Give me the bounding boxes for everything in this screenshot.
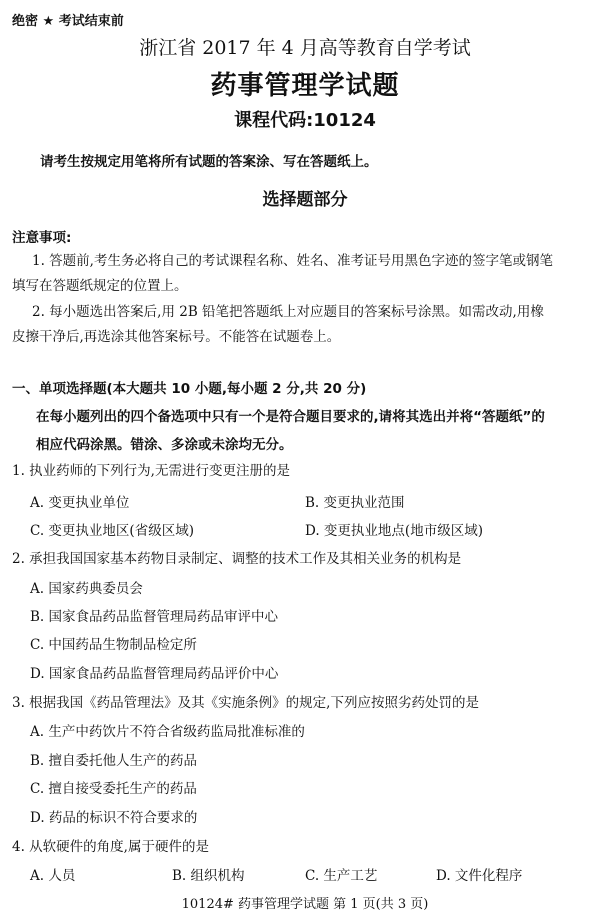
- section-1-desc-line-1: 在每小题列出的四个备选项中只有一个是符合题目要求的,请将其选出并将“答题纸”的: [36, 409, 545, 425]
- question-4-option-a: A. 人员: [30, 868, 76, 884]
- question-2-option-a: A. 国家药典委员会: [30, 581, 143, 597]
- part-title: 选择题部分: [262, 190, 348, 210]
- page-footer: 10124# 药事管理学试题 第 1 页(共 3 页): [181, 897, 429, 912]
- course-code: 课程代码:10124: [234, 110, 376, 131]
- question-2-option-d: D. 国家食品药品监督管理局药品评价中心: [30, 666, 279, 682]
- question-4-option-b: B. 组织机构: [172, 868, 245, 884]
- answer-instruction: 请考生按规定用笔将所有试题的答案涂、写在答题纸上。: [40, 154, 378, 170]
- note-2-line-1: 2. 每小题选出答案后,用 2B 铅笔把答题纸上对应题目的答案标号涂黑。如需改动,用橡: [32, 304, 544, 320]
- note-1-line-2: 填写在答题纸规定的位置上。: [12, 278, 188, 294]
- exam-title: 浙江省 2017 年 4 月高等教育自学考试: [139, 37, 471, 59]
- question-3-stem: 3. 根据我国《药品管理法》及其《实施条例》的规定,下列应按照劣药处罚的是: [12, 695, 479, 711]
- question-3-option-d: D. 药品的标识不符合要求的: [30, 810, 198, 826]
- question-2-option-c: C. 中国药品生物制品检定所: [30, 637, 197, 653]
- question-1-option-b: B. 变更执业范围: [305, 495, 405, 511]
- question-1-option-c: C. 变更执业地区(省级区域): [30, 523, 194, 539]
- question-3-option-a: A. 生产中药饮片不符合省级药监局批准标准的: [30, 724, 305, 740]
- confidential-label: 绝密 ★ 考试结束前: [12, 14, 124, 29]
- section-1-heading: 一、单项选择题(本大题共 10 小题,每小题 2 分,共 20 分): [12, 381, 367, 397]
- note-2-line-2: 皮擦干净后,再选涂其他答案标号。不能答在试题卷上。: [12, 329, 341, 345]
- question-3-option-c: C. 擅自接受委托生产的药品: [30, 781, 197, 797]
- section-1-desc-line-2: 相应代码涂黑。错涂、多涂或未涂均无分。: [36, 437, 293, 453]
- question-4-option-d: D. 文件化程序: [436, 868, 523, 884]
- question-1-stem: 1. 执业药师的下列行为,无需进行变更注册的是: [12, 463, 290, 479]
- notes-heading: 注意事项:: [12, 230, 72, 246]
- paper-title: 药事管理学试题: [210, 71, 400, 101]
- question-1-option-d: D. 变更执业地点(地市级区域): [305, 523, 483, 539]
- question-1-option-a: A. 变更执业单位: [30, 495, 130, 511]
- question-3-option-b: B. 擅自委托他人生产的药品: [30, 753, 198, 769]
- note-1-line-1: 1. 答题前,考生务必将自己的考试课程名称、姓名、准考证号用黑色字迹的签字笔或钢笔: [32, 253, 553, 269]
- question-2-stem: 2. 承担我国国家基本药物目录制定、调整的技术工作及其相关业务的机构是: [12, 551, 462, 567]
- question-4-stem: 4. 从软硬件的角度,属于硬件的是: [12, 839, 209, 855]
- question-4-option-c: C. 生产工艺: [305, 868, 378, 884]
- question-2-option-b: B. 国家食品药品监督管理局药品审评中心: [30, 609, 279, 625]
